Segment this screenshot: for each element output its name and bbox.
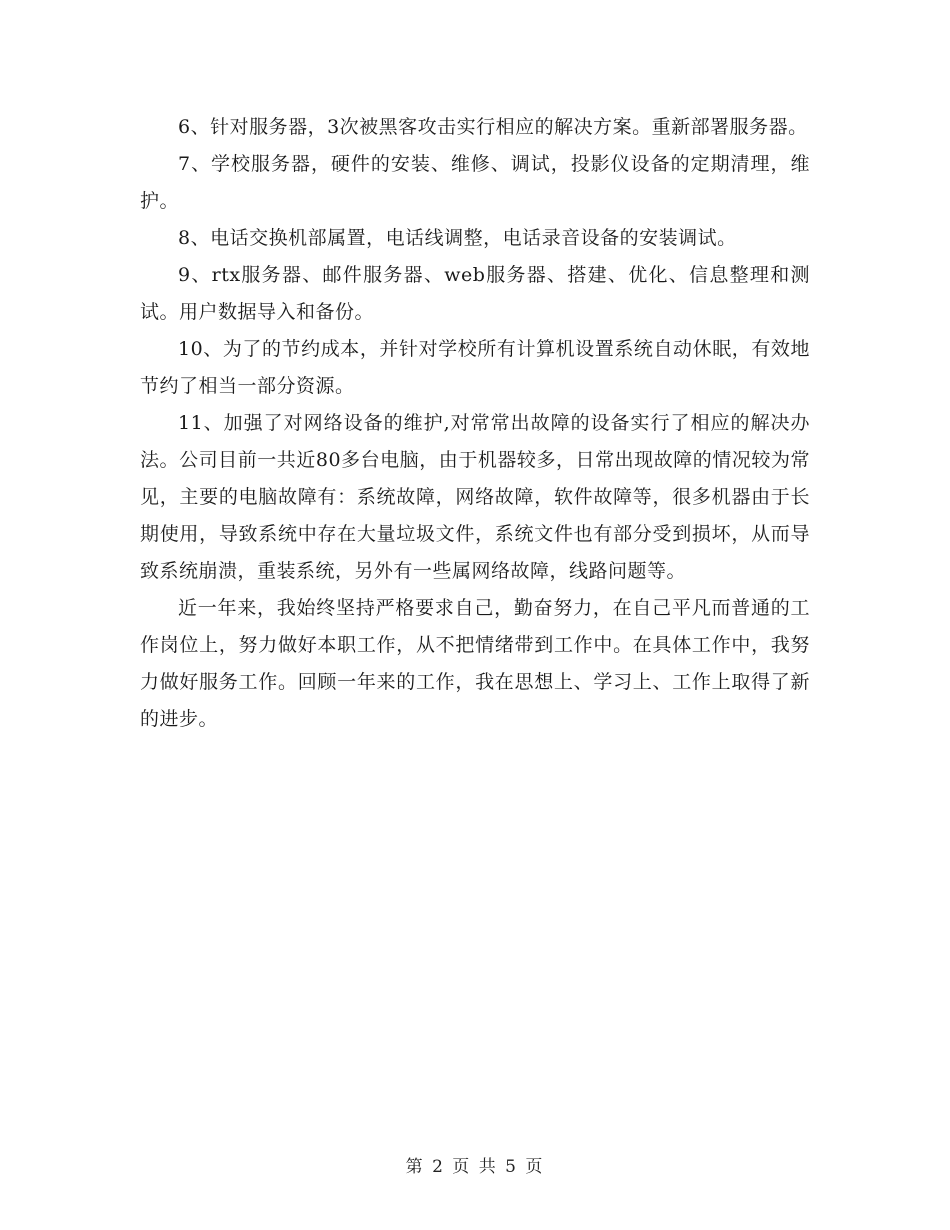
page-number-footer: 第 2 页 共 5 页 [405,1157,545,1177]
paragraph-item-10: 10、为了的节约成本，并针对学校所有计算机设置系统自动休眠，有效地节约了相当一部分资源。 [140,338,810,397]
paragraph-summary: 近一年来，我始终坚持严格要求自己，勤奋努力，在自己平凡而普通的工作岗位上，努力做好本职工作，从不把情绪带到工作中。在具体工作中，我努力做好服务工作。回顾一年来的工作，我在思想上、学习上、工作上取得了新的进步。 [140,597,810,730]
paragraph-item-6: 6、针对服务器，3次被黑客攻击实行相应的解决方案。重新部署服务器。 [178,116,808,138]
paragraph-item-8: 8、电话交换机部属置，电话线调整，电话录音设备的安装调试。 [178,227,737,249]
paragraph-item-7: 7、学校服务器，硬件的安装、维修、调试，投影仪设备的定期清理，维护。 [140,153,810,212]
paragraph-item-9: 9、rtx服务器、邮件服务器、web服务器、搭建、优化、信息整理和测试。用户数据导入和备份。 [140,264,810,323]
document-body [140,109,810,738]
paragraph-item-11: 11、加强了对网络设备的维护,对常常出故障的设备实行了相应的解决办法。公司目前一共近80多台电脑，由于机器较多，日常出现故障的情况较为常见，主要的电脑故障有：系统故障，网络故障，软件故障等，很多机器由于长期使用，导致系统中存在大量垃圾文件，系统文件也有部分受到损坏，从而导致系统崩溃，重装系统，另外有一些属网络故障，线路问题等。 [140,412,810,582]
